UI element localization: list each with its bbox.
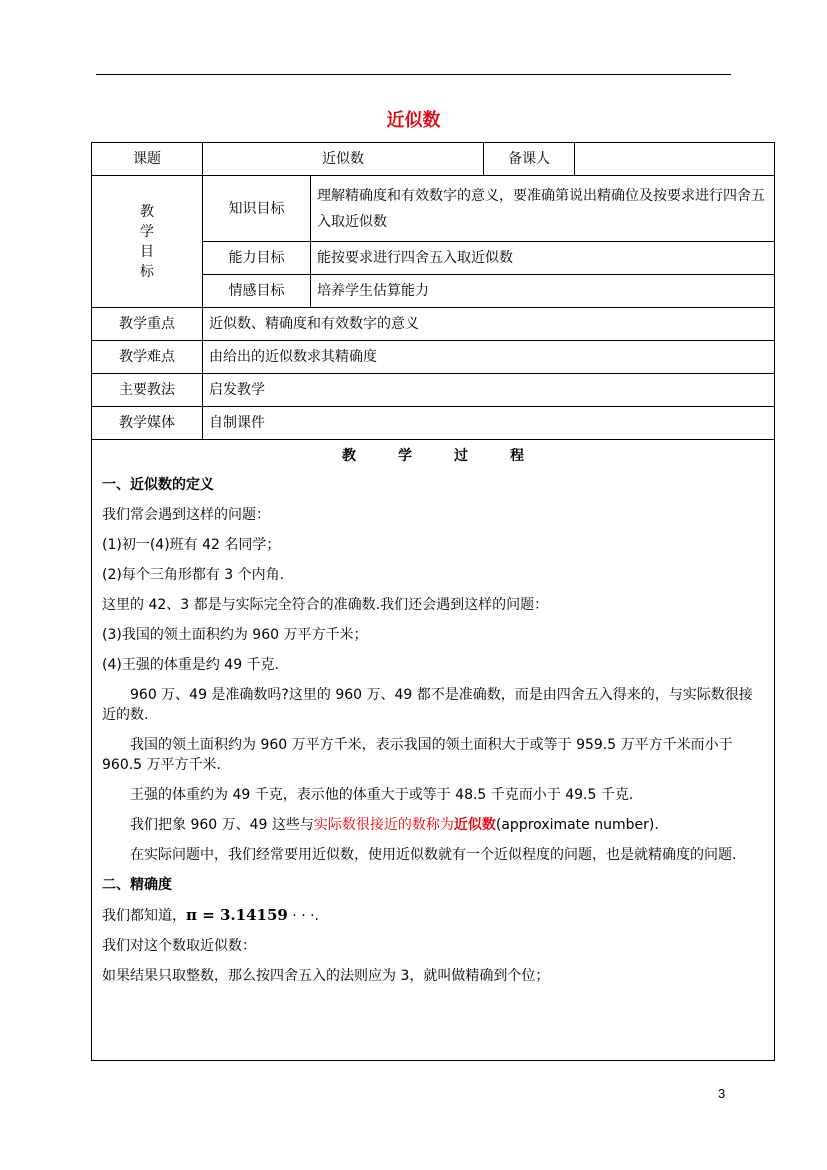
process-heading-char: 教 <box>342 448 356 464</box>
paragraph: 我们对这个数取近似数： <box>102 938 256 954</box>
definition-text: 我们把象 960 万、49 这些与 <box>130 817 314 833</box>
process-cell <box>92 440 775 1061</box>
section1-title: 一、近似数的定义 <box>102 477 214 493</box>
process-row <box>92 440 775 1061</box>
media-label: 教学媒体 <box>92 407 203 440</box>
page-number: 3 <box>718 1086 726 1101</box>
paragraph: 这里的 42、3 都是与实际完全符合的准确数.我们还会遇到这样的问题： <box>102 597 549 613</box>
process-heading-char: 过 <box>454 448 468 464</box>
definition-highlight: 实际数很接近的数称为 <box>313 817 454 833</box>
document-title: 近似数 <box>386 110 441 131</box>
paragraph: (4)王强的体重是约 49 千克. <box>102 657 279 673</box>
method-label: 主要教法 <box>92 374 203 407</box>
topic-row <box>92 143 775 176</box>
goal-emotion-label: 情感目标 <box>203 275 311 308</box>
goals-label-char: 学 <box>140 223 154 240</box>
definition-term: 近似数 <box>453 817 496 833</box>
topic-value: 近似数 <box>203 143 484 176</box>
preparer-value <box>575 143 775 176</box>
pi-paragraph <box>102 896 764 927</box>
process-heading-char: 学 <box>398 448 412 464</box>
difficulty-row <box>92 341 775 374</box>
paragraph: (1)初一(4)班有 42 名同学； <box>102 537 281 553</box>
paragraph: 如果结果只取整数，那么按四舍五入的法则应为 3，就叫做精确到个位； <box>102 968 550 984</box>
pi-intro: 我们都知道， <box>102 908 186 924</box>
goal-ability-label: 能力目标 <box>203 242 311 275</box>
key-points-row <box>92 308 775 341</box>
goals-label-char: 教 <box>140 203 154 220</box>
goals-label-char: 标 <box>140 263 154 280</box>
header-rule <box>96 74 731 75</box>
paragraph: 在实际问题中，我们经常要用近似数，使用近似数就有一个近似程度的问题，也是就精确度的问题. <box>130 847 737 863</box>
paragraph: 960 万、49 是准确数吗?这里的 960 万、49 都不是准确数，而是由四舍五入得来的，与实际数很接近的数. <box>102 687 753 723</box>
section2-title: 二、精确度 <box>102 877 172 893</box>
media-row <box>92 407 775 440</box>
key-points-label: 教学重点 <box>92 308 203 341</box>
goals-label <box>92 176 203 308</box>
goals-label-char: 目 <box>140 243 154 260</box>
goal-row-knowledge <box>92 176 775 242</box>
paragraph: (3)我国的领土面积约为 960 万平方千米； <box>102 627 368 643</box>
goal-emotion-text: 培养学生估算能力 <box>311 275 775 308</box>
method-text: 启发教学 <box>203 374 775 407</box>
definition-english: (approximate number). <box>495 817 659 833</box>
definition-paragraph <box>102 806 764 836</box>
media-text: 自制课件 <box>203 407 775 440</box>
paragraph: (2)每个三角形都有 3 个内角. <box>102 567 285 583</box>
difficulty-label: 教学难点 <box>92 341 203 374</box>
difficulty-text: 由给出的近似数求其精确度 <box>203 341 775 374</box>
goal-knowledge-label: 知识目标 <box>203 176 311 242</box>
lesson-plan-table <box>91 142 775 1061</box>
paragraph: 我国的领土面积约为 960 万平方千米，表示我国的领土面积大于或等于 959.5 万平方千米而小于 960.5 万平方千米. <box>102 737 733 773</box>
pi-ellipsis: · · ·. <box>287 908 319 924</box>
key-points-text: 近似数、精确度和有效数字的意义 <box>203 308 775 341</box>
process-heading <box>102 446 764 466</box>
paragraph: 王强的体重约为 49 千克，表示他的体重大于或等于 48.5 千克而小于 49.5 千克. <box>130 787 634 803</box>
goal-knowledge-text: 理解精确度和有效数字的意义，要准确第说出精确位及按要求进行四舍五入取近似数 <box>311 176 775 242</box>
preparer-label: 备课人 <box>484 143 575 176</box>
topic-label: 课题 <box>92 143 203 176</box>
goal-ability-text: 能按要求进行四舍五入取近似数 <box>311 242 775 275</box>
paragraph: 我们常会遇到这样的问题： <box>102 507 270 523</box>
method-row <box>92 374 775 407</box>
process-heading-char: 程 <box>510 448 524 464</box>
pi-expression: π = 3.14159 <box>186 906 288 924</box>
